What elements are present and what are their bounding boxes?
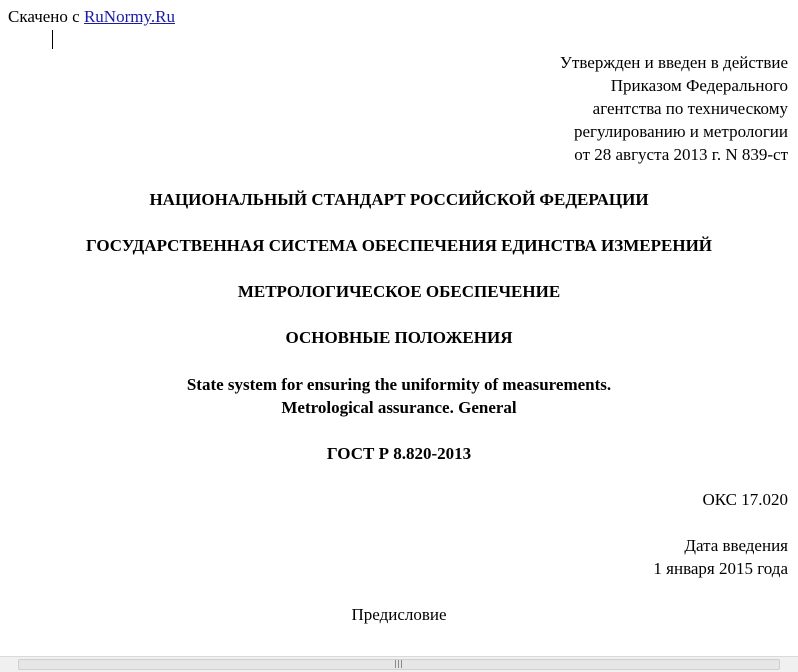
approval-line: Утвержден и введен в действие bbox=[559, 53, 788, 72]
approval-line: Приказом Федерального bbox=[610, 76, 788, 95]
approval-line: от 28 августа 2013 г. N 839-ст bbox=[574, 145, 788, 164]
approval-line: регулированию и метрологии bbox=[573, 122, 788, 141]
basic-provisions-title: ОСНОВНЫЕ ПОЛОЖЕНИЯ bbox=[285, 328, 513, 347]
english-title-line-2: Metrological assurance. General bbox=[281, 398, 517, 417]
downloaded-prefix: Скачено с bbox=[8, 7, 84, 26]
oks-code: ОКС 17.020 bbox=[702, 490, 788, 509]
introduction-label: Дата введения bbox=[684, 536, 788, 555]
national-standard-title: НАЦИОНАЛЬНЫЙ СТАНДАРТ РОССИЙСКОЙ ФЕДЕРАЦИИ bbox=[149, 190, 649, 209]
runormy-link[interactable]: RuNormy.Ru bbox=[83, 7, 175, 26]
gost-number: ГОСТ Р 8.820-2013 bbox=[326, 444, 472, 463]
text-cursor bbox=[52, 30, 53, 49]
introduction-date: 1 января 2015 года bbox=[653, 559, 788, 578]
approval-block bbox=[560, 51, 788, 166]
downloaded-from-line bbox=[8, 5, 175, 28]
metrological-title: МЕТРОЛОГИЧЕСКОЕ ОБЕСПЕЧЕНИЕ bbox=[237, 282, 561, 301]
scrollbar-grip-icon bbox=[394, 660, 404, 668]
state-system-title: ГОСУДАРСТВЕННАЯ СИСТЕМА ОБЕСПЕЧЕНИЯ ЕДИНСТВА ИЗМЕРЕНИЙ bbox=[85, 236, 713, 255]
english-title-line-1: State system for ensuring the uniformity of measurements. bbox=[186, 375, 612, 394]
approval-line: агентства по техническому bbox=[592, 99, 788, 118]
preface-heading: Предисловие bbox=[351, 605, 447, 624]
horizontal-scrollbar[interactable] bbox=[0, 656, 798, 672]
